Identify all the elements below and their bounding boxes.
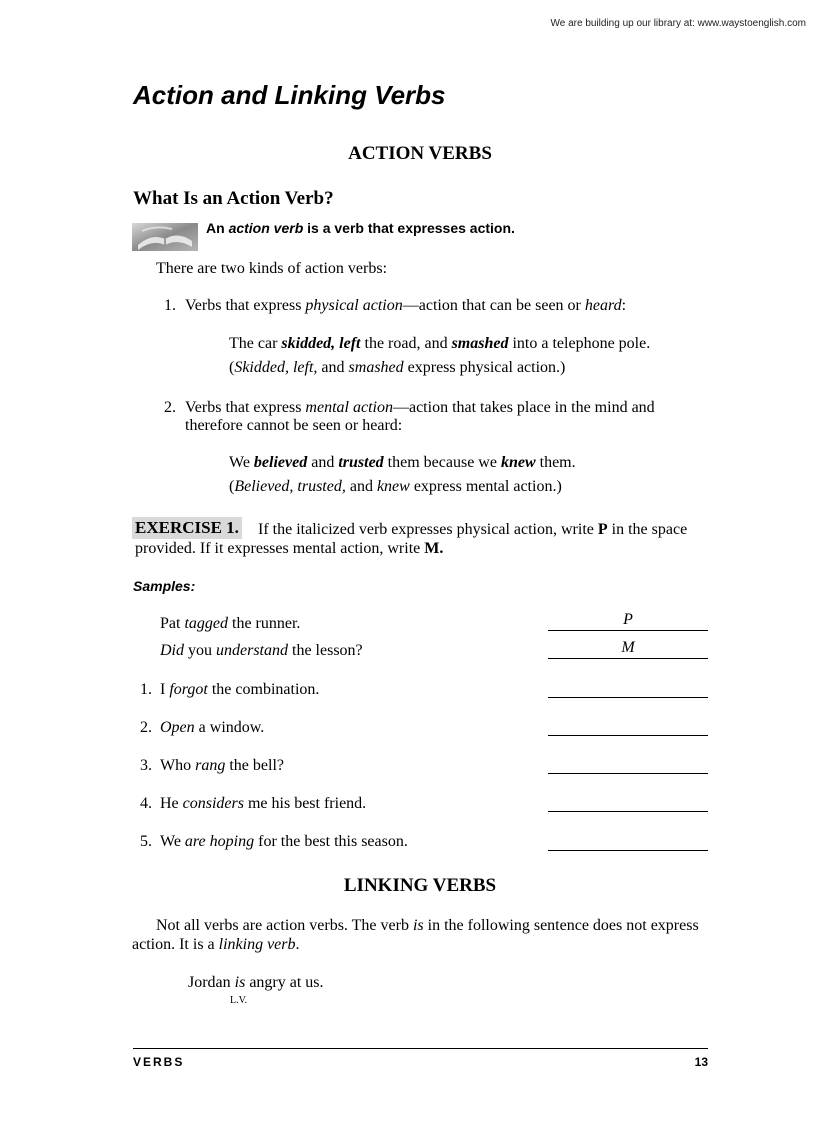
term: mental action <box>305 399 393 416</box>
text: them because we <box>383 454 501 471</box>
text: you <box>184 642 216 659</box>
text: the road, and <box>360 335 452 352</box>
text: them. <box>535 454 576 471</box>
text: ( <box>229 359 235 376</box>
text: into a telephone pole. <box>508 335 651 352</box>
sample-1-answer: P <box>548 609 708 631</box>
text: angry at us. <box>245 974 324 991</box>
text: and <box>345 478 377 495</box>
kind-1-number: 1. <box>164 297 176 314</box>
text: Jordan <box>188 974 235 991</box>
text: provided. If it expresses mental action, write <box>135 540 425 557</box>
definition-prefix: An <box>206 220 229 236</box>
verb: Open <box>160 719 195 736</box>
text: express physical action.) <box>403 359 566 376</box>
text: the lesson? <box>288 642 363 659</box>
intro-text: There are two kinds of action verbs: <box>156 260 388 277</box>
verb: tagged <box>184 615 228 632</box>
text: in the following sentence does not express <box>423 917 699 934</box>
item-1-number: 1. <box>140 681 152 698</box>
term: linking verb <box>218 936 296 953</box>
verb: trusted <box>338 454 384 471</box>
verb: smashed <box>348 359 404 376</box>
item-3-number: 3. <box>140 757 152 774</box>
text: If the italicized verb expresses physical action, write <box>258 521 598 538</box>
kind-2-number: 2. <box>164 399 176 416</box>
section-heading-action-verbs: ACTION VERBS <box>348 143 492 164</box>
text: The car <box>229 335 282 352</box>
text: Not all verbs are action verbs. The verb <box>156 917 413 934</box>
term: heard <box>584 297 622 314</box>
text: the runner. <box>228 615 301 632</box>
sample-2-sentence <box>160 639 363 662</box>
kind-2-example <box>229 451 576 474</box>
letter: P <box>597 521 608 538</box>
item-2-number: 2. <box>140 719 152 736</box>
linking-example <box>188 971 324 994</box>
footer-rule <box>133 1048 708 1049</box>
verb: forgot <box>169 681 208 698</box>
text: for the best this season. <box>254 833 408 850</box>
sample-2-answer: M <box>548 637 708 659</box>
text: I <box>160 681 170 698</box>
text: express mental action.) <box>409 478 562 495</box>
header-note: We are building up our library at: www.waystoenglish.com <box>550 18 806 29</box>
verb: Skidded, left, <box>234 359 318 376</box>
item-4-number: 4. <box>140 795 152 812</box>
letter: M. <box>424 540 444 557</box>
text: a window. <box>194 719 265 736</box>
text: the combination. <box>207 681 320 698</box>
item-3-sentence <box>160 754 284 777</box>
text: : <box>621 297 627 314</box>
chapter-title: Action and Linking Verbs <box>133 80 446 110</box>
exercise-label: EXERCISE 1. <box>132 517 242 539</box>
text: in the space <box>607 521 688 538</box>
exercise-instructions-line2 <box>135 537 443 560</box>
item-1-answer-blank[interactable] <box>548 676 708 698</box>
item-1-sentence <box>160 678 319 701</box>
text: the bell? <box>225 757 284 774</box>
text: Pat <box>160 615 185 632</box>
verb: skidded, left <box>281 335 361 352</box>
item-4-sentence <box>160 792 366 815</box>
verb: is <box>412 917 424 934</box>
kind-2-note <box>229 475 562 498</box>
text: . <box>295 936 300 953</box>
verb: Believed, trusted, <box>234 478 346 495</box>
verb: rang <box>195 757 226 774</box>
definition <box>206 220 515 236</box>
book-icon <box>132 223 198 251</box>
text: and <box>307 454 339 471</box>
text: —action that can be seen or <box>402 297 585 314</box>
item-4-answer-blank[interactable] <box>548 790 708 812</box>
text: Who <box>160 757 196 774</box>
text: me his best friend. <box>243 795 367 812</box>
page-number: 13 <box>694 1055 708 1069</box>
text: We <box>160 833 185 850</box>
kind-1-note <box>229 356 565 379</box>
item-2-answer-blank[interactable] <box>548 714 708 736</box>
text: We <box>229 454 254 471</box>
subheading: What Is an Action Verb? <box>133 188 334 209</box>
sample-1-sentence <box>160 612 300 635</box>
text: Verbs that express <box>185 399 306 416</box>
verb: knew <box>376 478 410 495</box>
verb: is <box>234 974 246 991</box>
item-5-number: 5. <box>140 833 152 850</box>
text: He <box>160 795 183 812</box>
verb: knew <box>500 454 536 471</box>
item-3-answer-blank[interactable] <box>548 752 708 774</box>
text: —action that takes place in the mind and <box>392 399 655 416</box>
kind-1-text <box>185 294 626 317</box>
definition-term: action verb <box>228 220 304 236</box>
verb: Did <box>160 642 184 659</box>
definition-suffix: is a verb that expresses action. <box>303 220 515 236</box>
text: ( <box>229 478 235 495</box>
verb: are hoping <box>184 833 255 850</box>
item-5-answer-blank[interactable] <box>548 829 708 851</box>
item-2-sentence <box>160 716 264 739</box>
footer-section-label: VERBS <box>133 1055 185 1069</box>
kind-2-line2: therefore cannot be seen or heard: <box>185 417 403 434</box>
verb: considers <box>182 795 244 812</box>
text: action. It is a <box>132 936 219 953</box>
item-5-sentence <box>160 830 408 853</box>
text: and <box>317 359 349 376</box>
samples-label: Samples: <box>133 578 196 594</box>
term: physical action <box>305 297 403 314</box>
text: Verbs that express <box>185 297 306 314</box>
verb: smashed <box>451 335 509 352</box>
linking-verb-tag: L.V. <box>230 995 248 1006</box>
section-heading-linking-verbs: LINKING VERBS <box>343 875 497 896</box>
kind-1-example <box>229 332 650 355</box>
verb: understand <box>216 642 288 659</box>
linking-paragraph-line2 <box>132 933 300 956</box>
verb: believed <box>253 454 308 471</box>
